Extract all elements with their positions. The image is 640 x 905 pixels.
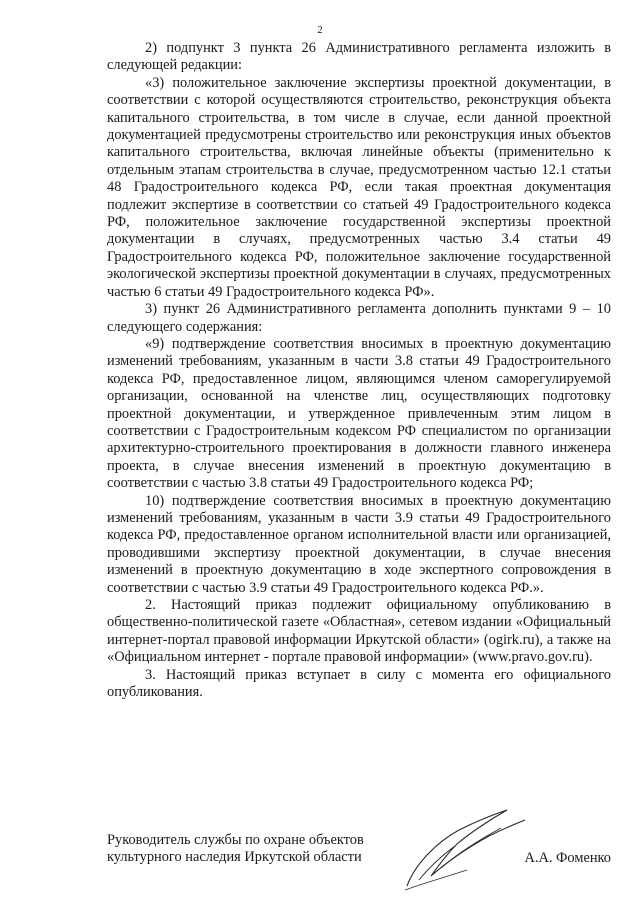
paragraph-quote-9: «9) подтверждение соответствия вносимых в проектную документацию изменений требованиям, указанным в части 3.8 статьи 49 Градостроительного кодекса РФ, предоставленное лицом, являющимся членом саморегулируемой организации, основанной на членстве лиц, осуществляющих подготовку проектной документации, и утвержденное привлеченным этим лицом в соответствии с Градостроительным кодексом РФ специалистом по организации архитектурно-строительного проектирования в должности главного инженера проекта, в случае внесения изменений в проектную документацию в соответствии с частью 3.8 статьи 49 Градостроительного кодекса РФ; (107, 335, 611, 492)
signatory-title-line-1: Руководитель службы по охране объектов (107, 832, 364, 848)
signatory-name: А.А. Фоменко (524, 850, 611, 866)
signatory-title (107, 832, 364, 867)
paragraph-quote-3: «3) положительное заключение экспертизы проектной документации, в соответствии с которой осуществляются строительство, реконструкция объекта капитального строительства, в том числе в случае, если данной проектной документацией предусмотрены строительство или реконструкция иных объектов капитального строительства, включая линейные объекты (применительно к отдельным этапам строительства в случае, предусмотренном частью 12.1 статьи 48 Градостроительного кодекса РФ, если такая проектная документация подлежит экспертизе в соответствии со статьей 49 Градостроительного кодекса РФ, положительное заключение государственной экспертизы проектной документации в случаях, предусмотренных частью 3.4 статьи 49 Градостроительного кодекса РФ, положительное заключение государственной экологической экспертизы проектной документации в случаях, предусмотренных частью 6 статьи 49 Градостроительного кодекса РФ». (107, 74, 611, 300)
paragraph-point-2: 2. Настоящий приказ подлежит официальному опубликованию в общественно-политической газете «Областная», сетевом издании «Официальный интернет-портал правовой информации Иркутской области» (ogirk.ru), а также на «Официальном интернет - портале правовой информации» (www.pravo.gov.ru). (107, 597, 611, 666)
paragraph-point-3: 3. Настоящий приказ вступает в силу с момента его официального опубликования. (107, 666, 611, 701)
paragraph-subpoint-3: 3) пункт 26 Административного регламента дополнить пунктами 9 – 10 следующего содержания: (107, 301, 611, 335)
paragraph-quote-10: 10) подтверждение соответствия вносимых в проектную документацию изменений требованиям, указанным в части 3.9 статьи 49 Градостроительного кодекса РФ, предоставленное органом исполнительной власти или организацией, проводившими экспертизу проектной документации, в случае внесения изменений в проектную документацию в ходе экспертного сопровождения в соответствии с частью 3.9 статьи 49 Градостроительного кодекса РФ.». (107, 492, 611, 596)
page-number: 2 (317, 24, 323, 36)
handwritten-signature (397, 804, 537, 894)
document-body (107, 40, 611, 701)
paragraph-subpoint-2: 2) подпункт 3 пункта 26 Административного регламента изложить в следующей редакции: (107, 40, 611, 74)
signatory-title-line-2: культурного наследия Иркутской области (107, 849, 362, 866)
